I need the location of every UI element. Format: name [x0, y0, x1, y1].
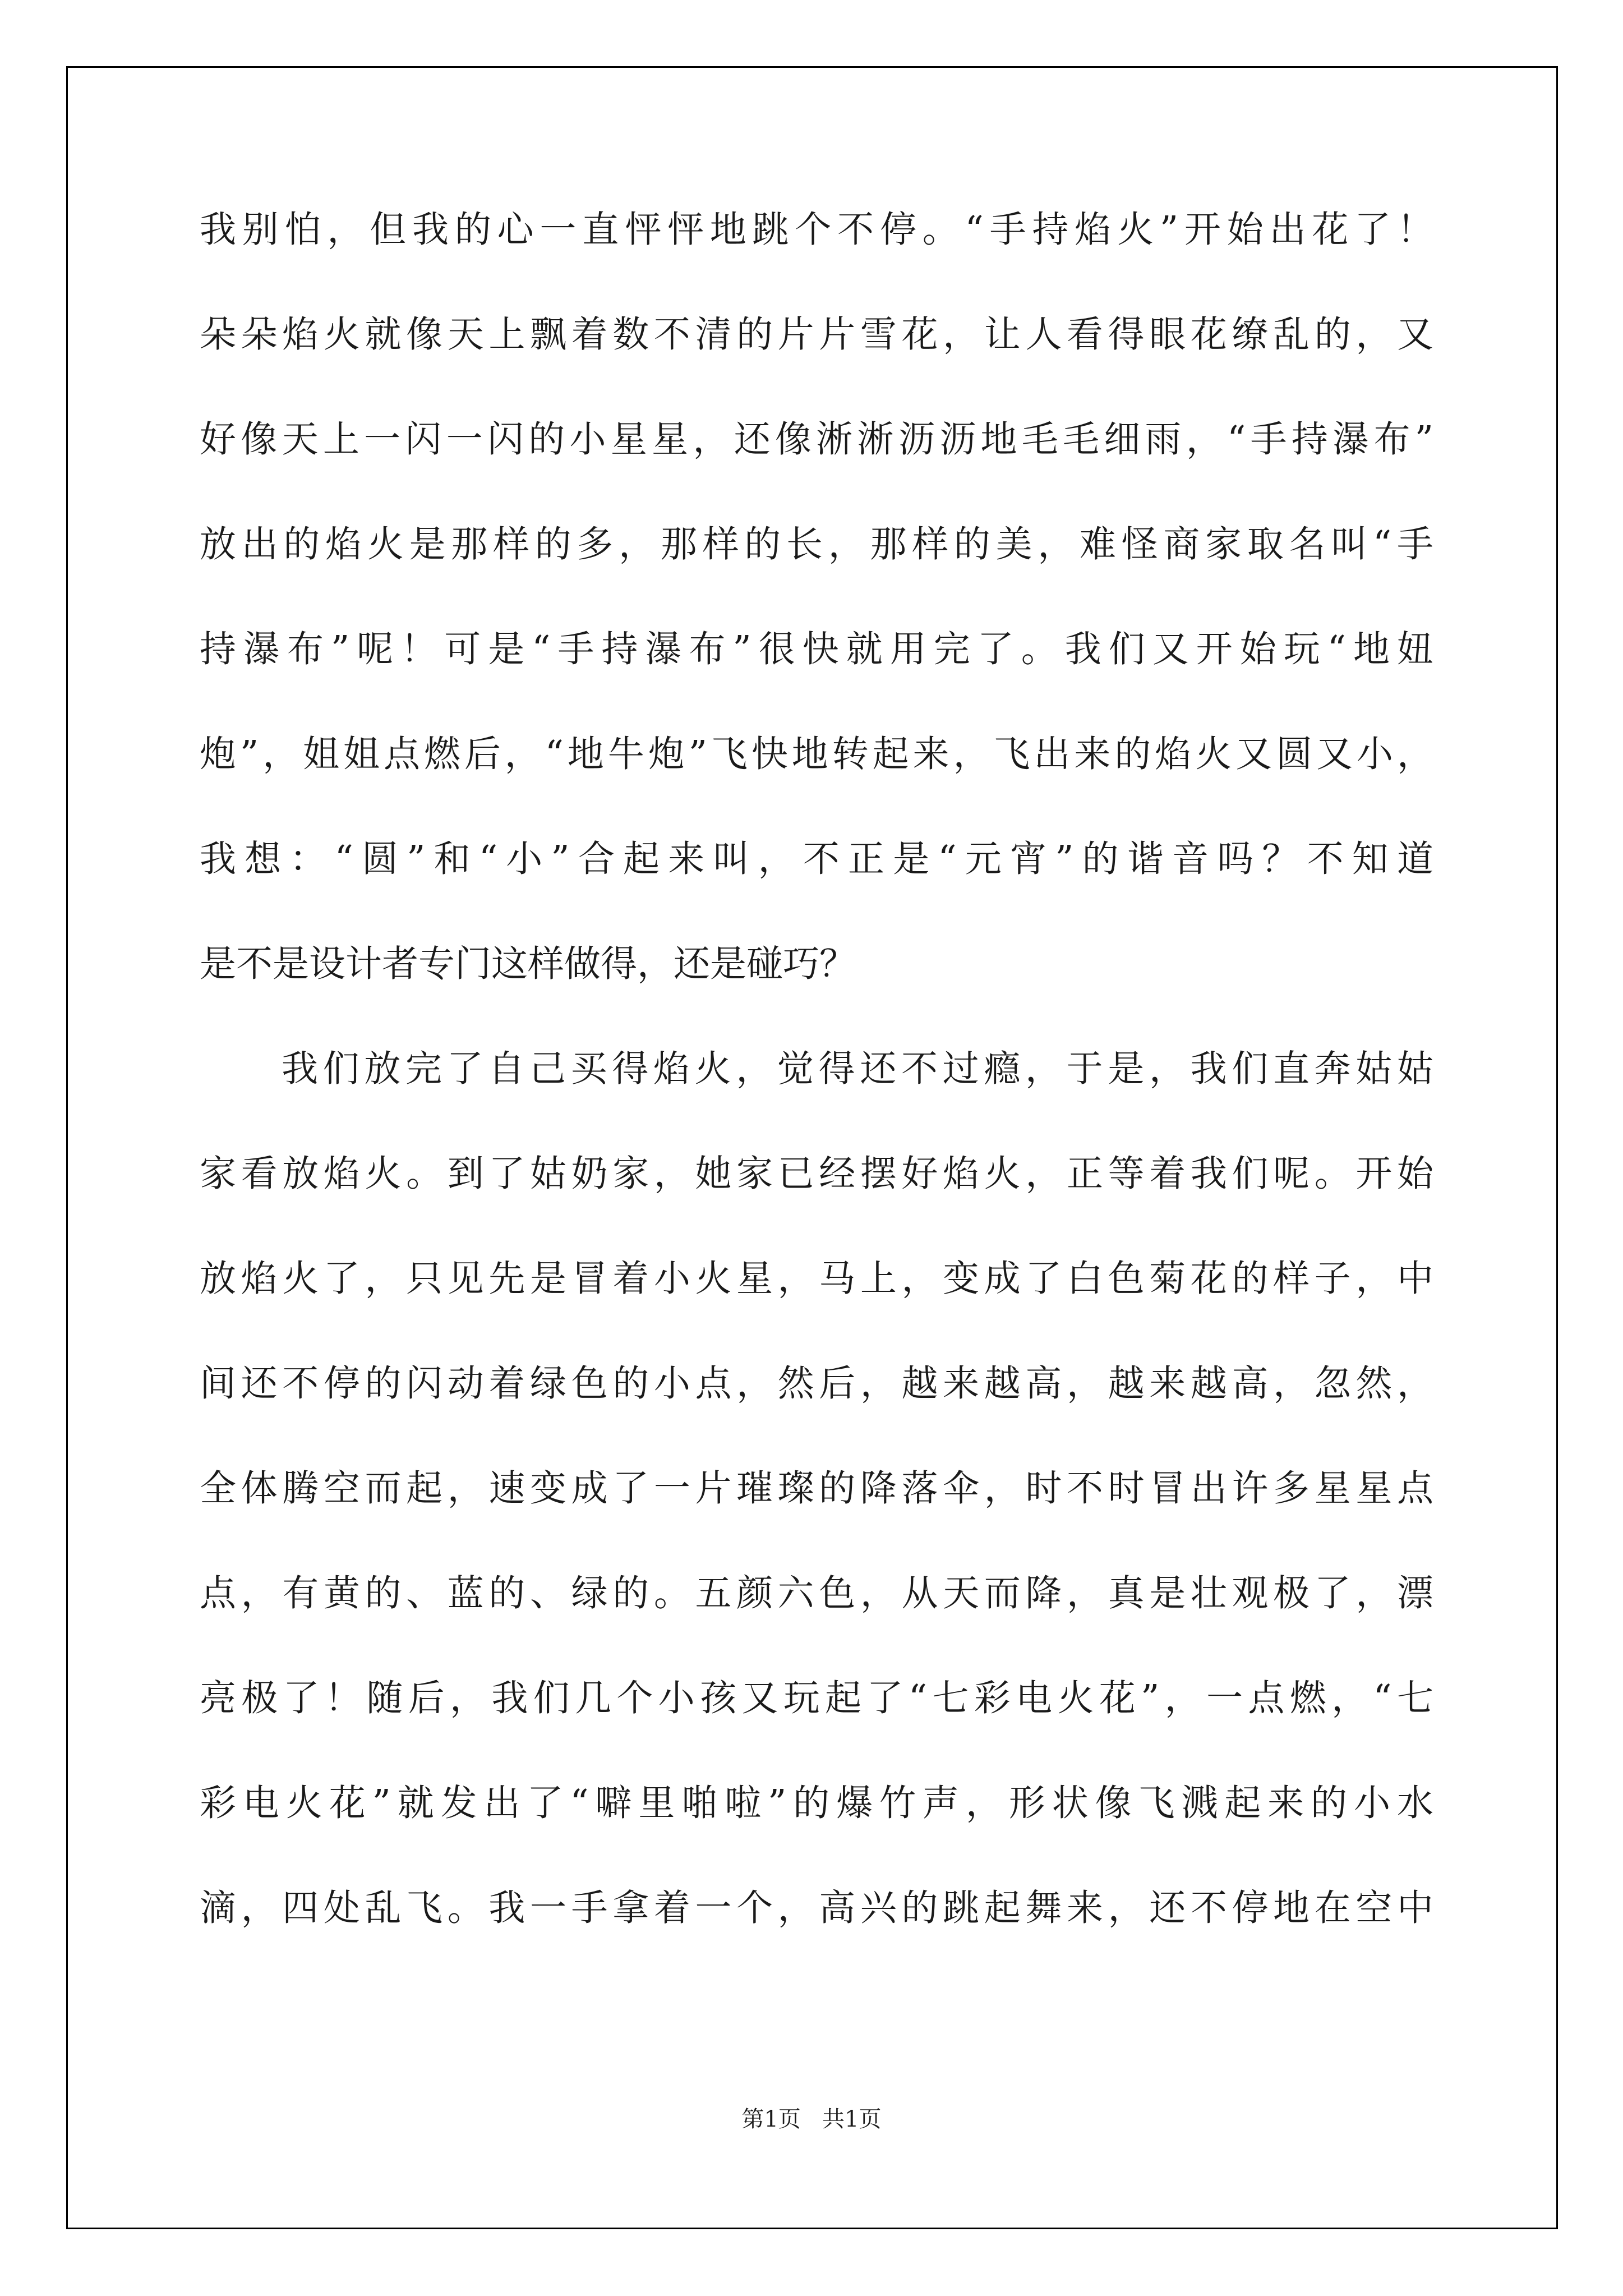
text-line: 亮极了！随后，我们几个小孩又玩起了“七彩电火花”，一点燃，“七 — [200, 1677, 1433, 1719]
text-line: 家看放焰火。到了姑奶家，她家已经摆好焰火，正等着我们呢。开始 — [200, 1153, 1433, 1195]
text-line: 我们放完了自己买得焰火，觉得还不过瘾，于是，我们直奔姑姑 — [282, 1048, 1433, 1090]
text-line: 放焰火了，只见先是冒着小火星，马上，变成了白色菊花的样子，中 — [200, 1258, 1433, 1300]
text-line: 朵朵焰火就像天上飘着数不清的片片雪花，让人看得眼花缭乱的，又 — [200, 314, 1433, 356]
text-line: 好像天上一闪一闪的小星星，还像淅淅沥沥地毛毛细雨，“手持瀑布” — [200, 418, 1433, 461]
document-body — [200, 208, 1433, 1991]
text-line: 放出的焰火是那样的多，那样的长，那样的美，难怪商家取名叫“手 — [200, 523, 1433, 565]
text-line: 彩电火花”就发出了“噼里啪啦”的爆竹声，形状像飞溅起来的小水 — [200, 1782, 1433, 1824]
text-line: 间还不停的闪动着绿色的小点，然后，越来越高，越来越高，忽然， — [200, 1363, 1433, 1405]
page-number-footer: 第1页 共1页 — [741, 2106, 882, 2132]
text-line: 我别怕，但我的心一直怦怦地跳个不停。“手持焰火”开始出花了！ — [200, 209, 1433, 251]
text-line: 滴，四处乱飞。我一手拿着一个，高兴的跳起舞来，还不停地在空中 — [200, 1887, 1433, 1929]
text-line: 点，有黄的、蓝的、绿的。五颜六色，从天而降，真是壮观极了，漂 — [200, 1572, 1433, 1614]
text-line: 持瀑布”呢！可是“手持瀑布”很快就用完了。我们又开始玩“地妞 — [200, 628, 1433, 670]
text-line: 全体腾空而起，速变成了一片璀璨的降落伞，时不时冒出许多星星点 — [200, 1467, 1433, 1510]
text-line: 是不是设计者专门这样做得，还是碰巧？ — [200, 943, 856, 985]
text-line: 我想：“圆”和“小”合起来叫，不正是“元宵”的谐音吗？不知道 — [200, 838, 1433, 880]
text-line: 炮”，姐姐点燃后，“地牛炮”飞快地转起来，飞出来的焰火又圆又小， — [200, 733, 1433, 775]
